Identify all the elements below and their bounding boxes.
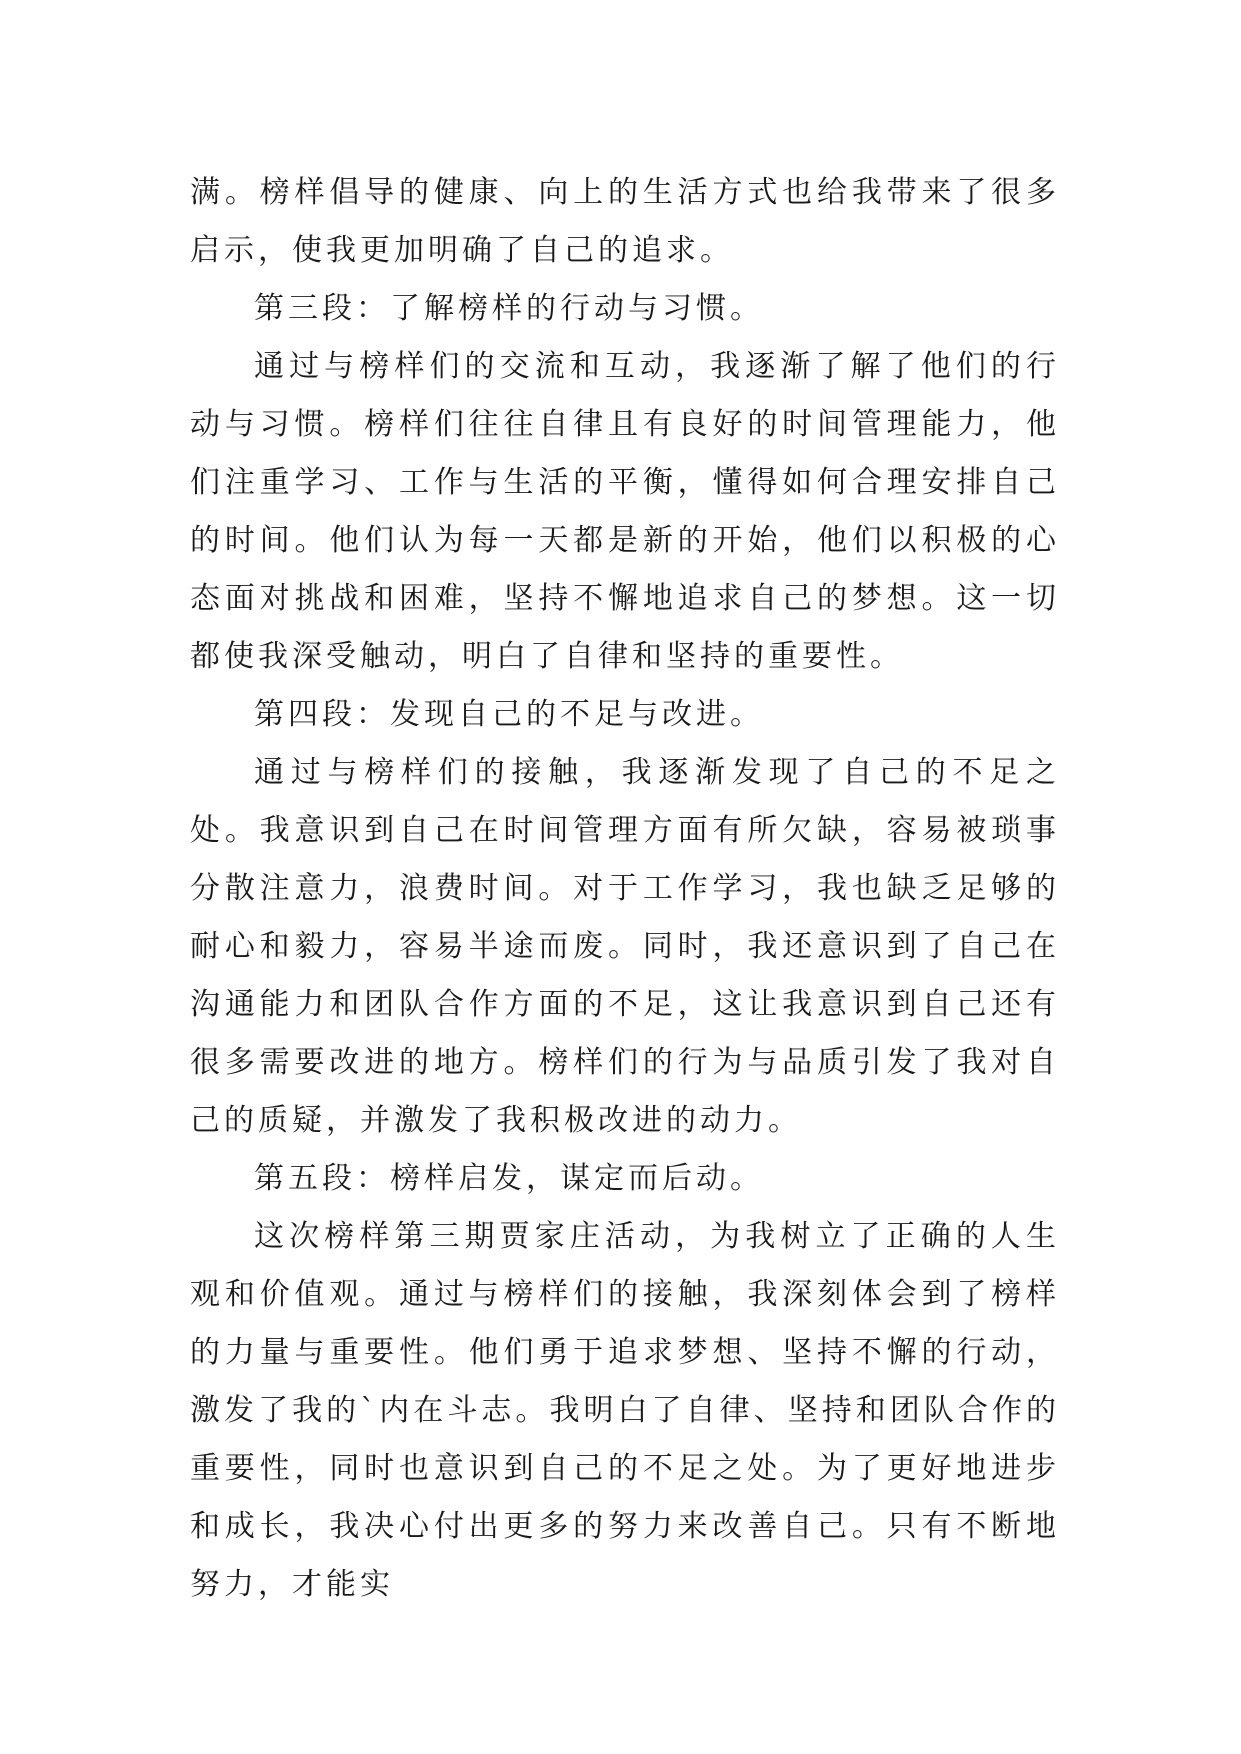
paragraph-continuation: 满。榜样倡导的健康、向上的生活方式也给我带来了很多启示，使我更加明确了自己的追求。 — [190, 175, 1060, 268]
paragraph-section-3: 通过与榜样们的交流和互动，我逐渐了解了他们的行动与习惯。榜样们往往自律且有良好的时间管理能力，他们注重学习、工作与生活的平衡，懂得如何合理安排自己的时间。他们认为每一天都是新的开始，他们以积极的心态面对挑战和困难，坚持不懈地追求自己的梦想。这一切都使我深受触动，明白了自律和坚持的重要性。 — [190, 349, 1060, 674]
section-heading-3: 第三段：了解榜样的行动与习惯。 — [254, 291, 764, 326]
paragraph-section-5: 这次榜样第三期贾家庄活动，为我树立了正确的人生观和价值观。通过与榜样们的接触，我深刻体会到了榜样的力量与重要性。他们勇于追求梦想、坚持不懈的行动，激发了我的`内在斗志。我明白了自律、坚持和团队合作的重要性，同时也意识到自己的不足之处。为了更好地进步和成长，我决心付出更多的努力来改善自己。只有不断地努力，才能实 — [190, 1219, 1060, 1602]
section-heading-4: 第四段：发现自己的不足与改进。 — [254, 697, 764, 732]
section-heading-5: 第五段：榜样启发，谋定而后动。 — [254, 1161, 764, 1196]
document-body — [190, 164, 1060, 1614]
paragraph-section-4: 通过与榜样们的接触，我逐渐发现了自己的不足之处。我意识到自己在时间管理方面有所欠缺，容易被琐事分散注意力，浪费时间。对于工作学习，我也缺乏足够的耐心和毅力，容易半途而废。同时，我还意识到了自己在沟通能力和团队合作方面的不足，这让我意识到自己还有很多需要改进的地方。榜样们的行为与品质引发了我对自己的质疑，并激发了我积极改进的动力。 — [190, 755, 1060, 1138]
